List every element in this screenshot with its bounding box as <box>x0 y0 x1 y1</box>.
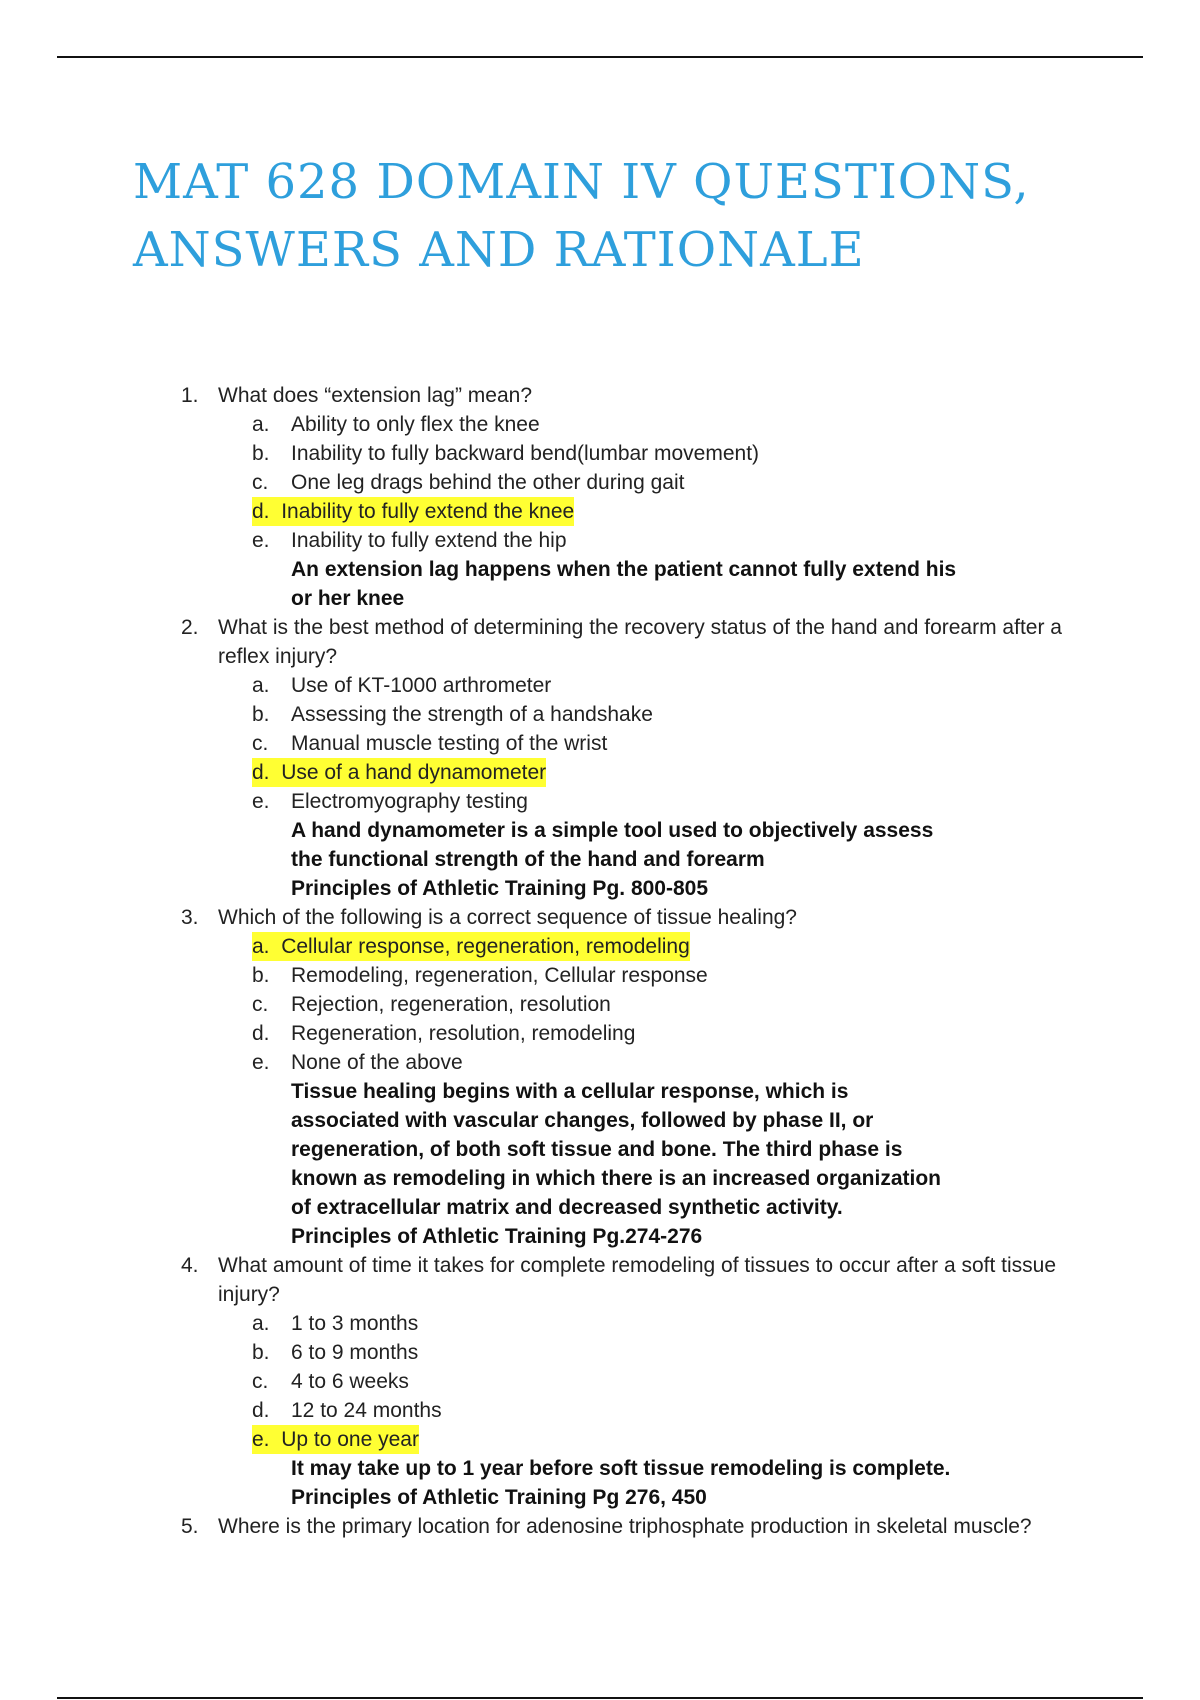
option-text: Electromyography testing <box>291 790 528 813</box>
option-letter: a. <box>252 935 270 958</box>
answer-options <box>218 932 1090 1077</box>
reference-text: Principles of Athletic Training Pg. 800-805 <box>291 877 709 900</box>
option-text: Remodeling, regeneration, Cellular response <box>291 964 708 987</box>
answer-option <box>0 1338 1090 1367</box>
answer-option <box>0 1396 1090 1425</box>
answer-option <box>0 1309 1090 1338</box>
option-text: One leg drags behind the other during gait <box>291 471 685 494</box>
option-letter: b. <box>252 703 270 726</box>
option-text: Cellular response, regeneration, remodeling <box>281 935 690 958</box>
question-number: 5. <box>181 1515 199 1538</box>
top-rule <box>57 56 1143 58</box>
option-letter: e. <box>252 1428 270 1451</box>
option-text: Rejection, regeneration, resolution <box>291 993 611 1016</box>
answer-option <box>0 700 1090 729</box>
correct-answer-option <box>0 932 1090 961</box>
correct-answer-option <box>0 758 1090 787</box>
bottom-rule <box>57 1697 1143 1699</box>
option-letter: a. <box>252 1312 270 1335</box>
option-letter: d. <box>252 1399 270 1422</box>
question-item <box>0 613 1200 903</box>
option-text: Inability to fully extend the hip <box>291 529 567 552</box>
correct-answer-option <box>0 497 1090 526</box>
question-number: 1. <box>181 384 199 407</box>
question-item <box>0 1512 1200 1541</box>
answer-highlight <box>252 758 546 787</box>
question-item <box>0 903 1200 1251</box>
option-letter: b. <box>252 442 270 465</box>
question-text: What is the best method of determining the recovery status of the hand and forearm after a reflex injury? <box>218 616 1062 668</box>
option-letter: e. <box>252 529 270 552</box>
option-letter: b. <box>252 964 270 987</box>
option-text: Use of a hand dynamometer <box>281 761 547 784</box>
option-text: Ability to only flex the knee <box>291 413 540 436</box>
question-list <box>0 381 1200 1541</box>
option-letter: c. <box>252 993 269 1016</box>
question-item <box>0 1251 1200 1512</box>
answer-options <box>218 410 1090 555</box>
question-text: Which of the following is a correct sequence of tissue healing? <box>218 906 797 929</box>
option-text: Inability to fully backward bend(lumbar movement) <box>291 442 760 465</box>
question-item <box>0 381 1200 613</box>
option-text: Assessing the strength of a handshake <box>291 703 653 726</box>
answer-option <box>0 526 1090 555</box>
option-text: None of the above <box>291 1051 463 1074</box>
option-letter: e. <box>252 790 270 813</box>
rationale-text: Tissue healing begins with a cellular response, which is associated with vascular changes, followed by phase II, or regeneration, of both soft tissue and bone. The third phase is known as remodeling in which there is an increased organization of extracellular matrix and decreased synthetic activity. <box>291 1080 941 1219</box>
option-text: 12 to 24 months <box>291 1399 442 1422</box>
question-number: 4. <box>181 1254 199 1277</box>
answer-option <box>0 787 1090 816</box>
answer-option <box>0 439 1090 468</box>
answer-highlight <box>252 1425 419 1454</box>
option-text: Manual muscle testing of the wrist <box>291 732 608 755</box>
option-letter: c. <box>252 732 269 755</box>
reference-text: Principles of Athletic Training Pg.274-276 <box>291 1225 703 1248</box>
title-line-1: MAT 628 DOMAIN IV QUESTIONS, <box>133 154 1030 210</box>
option-letter: d. <box>252 1022 270 1045</box>
answer-highlight <box>252 497 574 526</box>
correct-answer-option <box>0 1425 1090 1454</box>
rationale-text: It may take up to 1 year before soft tissue remodeling is complete. <box>291 1457 951 1480</box>
option-letter: d. <box>252 500 270 523</box>
answer-option <box>0 410 1090 439</box>
answer-options <box>218 671 1090 816</box>
option-text: Inability to fully extend the knee <box>281 500 575 523</box>
option-text: Use of KT-1000 arthrometer <box>291 674 552 697</box>
option-text: 6 to 9 months <box>291 1341 419 1364</box>
page-title <box>133 148 1033 284</box>
option-letter: a. <box>252 674 270 697</box>
option-text: Up to one year <box>281 1428 419 1451</box>
answer-option <box>0 990 1090 1019</box>
option-letter: e. <box>252 1051 270 1074</box>
reference-text: Principles of Athletic Training Pg 276, 450 <box>291 1486 707 1509</box>
option-letter: c. <box>252 471 269 494</box>
question-number: 3. <box>181 906 199 929</box>
answer-options <box>218 1309 1090 1454</box>
question-number: 2. <box>181 616 199 639</box>
option-text: 1 to 3 months <box>291 1312 419 1335</box>
option-letter: c. <box>252 1370 269 1393</box>
answer-option <box>0 729 1090 758</box>
title-line-2: ANSWERS AND RATIONALE <box>133 222 865 278</box>
answer-option <box>0 1019 1090 1048</box>
question-text: What amount of time it takes for complete remodeling of tissues to occur after a soft tissue injury? <box>218 1254 1057 1306</box>
option-text: Regeneration, resolution, remodeling <box>291 1022 636 1045</box>
answer-highlight <box>252 932 690 961</box>
rationale-text: An extension lag happens when the patient cannot fully extend his or her knee <box>291 558 957 610</box>
question-text: Where is the primary location for adenosine triphosphate production in skeletal muscle? <box>218 1515 1032 1538</box>
answer-option <box>0 671 1090 700</box>
answer-option <box>0 1048 1090 1077</box>
answer-option <box>0 961 1090 990</box>
option-letter: a. <box>252 413 270 436</box>
answer-option <box>0 468 1090 497</box>
option-text: 4 to 6 weeks <box>291 1370 409 1393</box>
rationale-text: A hand dynamometer is a simple tool used to objectively assess the functional strength of the hand and forearm <box>291 819 934 871</box>
answer-option <box>0 1367 1090 1396</box>
option-letter: b. <box>252 1341 270 1364</box>
question-text: What does “extension lag” mean? <box>218 384 533 407</box>
option-letter: d. <box>252 761 270 784</box>
